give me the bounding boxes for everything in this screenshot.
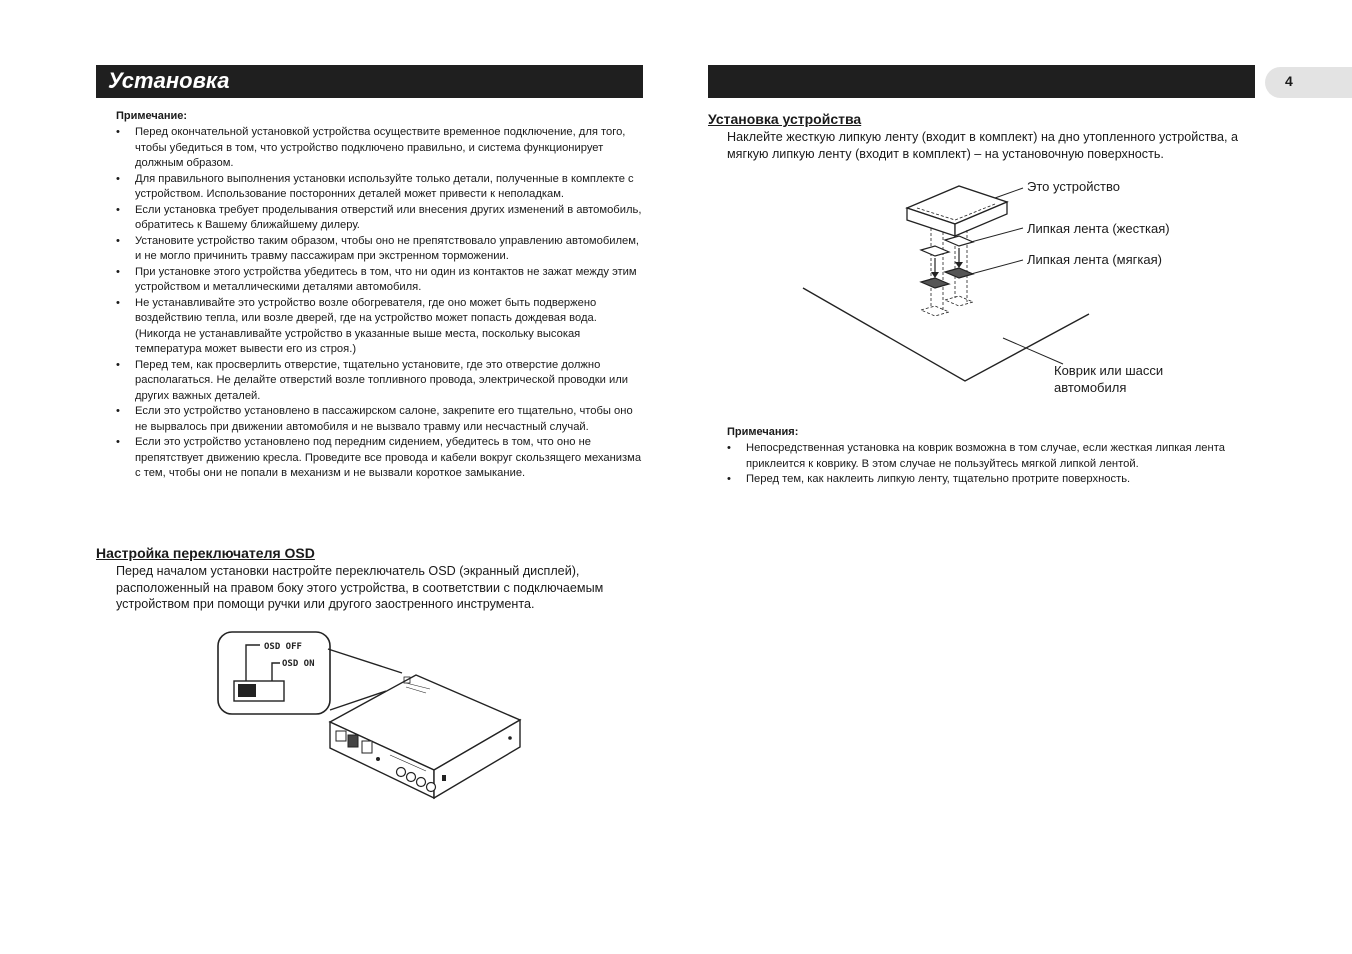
left-note-item: • Перед окончательной установкой устройства осуществите временное подключение, для того, чтобы убедиться в том, что устройство подключено правильно, и система функционирует должным образом. bbox=[116, 125, 644, 172]
label-hard-tape: Липкая лента (жесткая) bbox=[1027, 221, 1170, 236]
left-note-title: Примечание: bbox=[116, 110, 188, 122]
install-section-text: Наклейте жесткую липкую ленту (входит в комплект) на дно утопленного устройства, а мягкую липкую ленту (входит в комплект) – на установочную поверхность. bbox=[727, 130, 1238, 161]
left-note-item: • Не устанавливайте это устройство возле обогревателя, где оно может быть подвержено воздействию тепла, или возле дверей, где на устройство может попасть дождевая вода. (Никогда не устанавливайте устройство в указанные выше места, поскольку высокая температура может вывести его из строя.) bbox=[116, 296, 644, 358]
left-notes-list bbox=[116, 125, 644, 482]
label-floor-line-2: автомобиля bbox=[1054, 380, 1127, 395]
left-note-item: • Установите устройство таким образом, чтобы оно не препятствовало управлению автомобилем, и не могло причинить травму пассажирам при экстренном торможении. bbox=[116, 234, 644, 265]
header-bar-right bbox=[708, 65, 1255, 98]
right-notes-title: Примечания: bbox=[727, 426, 799, 438]
page-title: Установка bbox=[108, 68, 230, 93]
page-number: 4 bbox=[1285, 73, 1293, 89]
osd-off-label: OSD OFF bbox=[264, 642, 302, 652]
osd-section-title: Настройка переключателя OSD bbox=[96, 545, 315, 561]
install-section-title: Установка устройства bbox=[708, 111, 862, 127]
left-note-item: • Если это устройство установлено в пассажирском салоне, закрепите его тщательно, чтобы оно не вырвалось при движении автомобиля и не вызвало травму или несчастный случай. bbox=[116, 404, 644, 435]
header-bar-left bbox=[96, 65, 643, 98]
right-note-item: • Непосредственная установка на коврик возможна в том случае, если жесткая липкая лента приклеится к коврику. В этом случае не пользуйтесь мягкой липкой лентой. bbox=[727, 441, 1255, 472]
right-notes-list bbox=[727, 441, 1255, 488]
left-note-item: • При установке этого устройства убедитесь в том, что ни один из контактов не зажат между этим устройством и металлическими деталями автомобиля. bbox=[116, 265, 644, 296]
right-note-item: • Перед тем, как наклеить липкую ленту, тщательно протрите поверхность. bbox=[727, 472, 1255, 488]
left-note-item: • Если установка требует проделывания отверстий или внесения других изменений в автомобиль, обратитесь к Вашему ближайшему дилеру. bbox=[116, 203, 644, 234]
page-number-tab bbox=[1265, 67, 1352, 98]
left-note-item: • Для правильного выполнения установки используйте только детали, полученные в комплекте с устройством. Использование посторонних деталей может привести к неполадкам. bbox=[116, 172, 644, 203]
osd-switch-diagram bbox=[210, 625, 530, 805]
left-note-item: • Если это устройство установлено под передним сидением, убедитесь в том, что оно не препятствует движению кресла. Проведите все провода и кабели вокруг скользящего механизма с тем, чтобы они не попали в механизм и не вызвали короткое замыкание. bbox=[116, 435, 644, 482]
installation-diagram bbox=[795, 178, 1095, 388]
label-this-device: Это устройство bbox=[1027, 179, 1120, 194]
label-soft-tape: Липкая лента (мягкая) bbox=[1027, 252, 1162, 267]
osd-section-text: Перед началом установки настройте переключатель OSD (экранный дисплей), расположенный на правом боку этого устройства, в соответствии с подключаемым устройством при помощи ручки или другого заостренного инструмента. bbox=[116, 564, 604, 611]
osd-on-label: OSD ON bbox=[282, 659, 315, 669]
label-floor-line-1: Коврик или шасси bbox=[1054, 363, 1164, 378]
left-note-item: • Перед тем, как просверлить отверстие, тщательно установите, где это отверстие должно располагаться. Не делайте отверстий возле топливного провода, электрической проводки или других важных деталей. bbox=[116, 358, 644, 405]
